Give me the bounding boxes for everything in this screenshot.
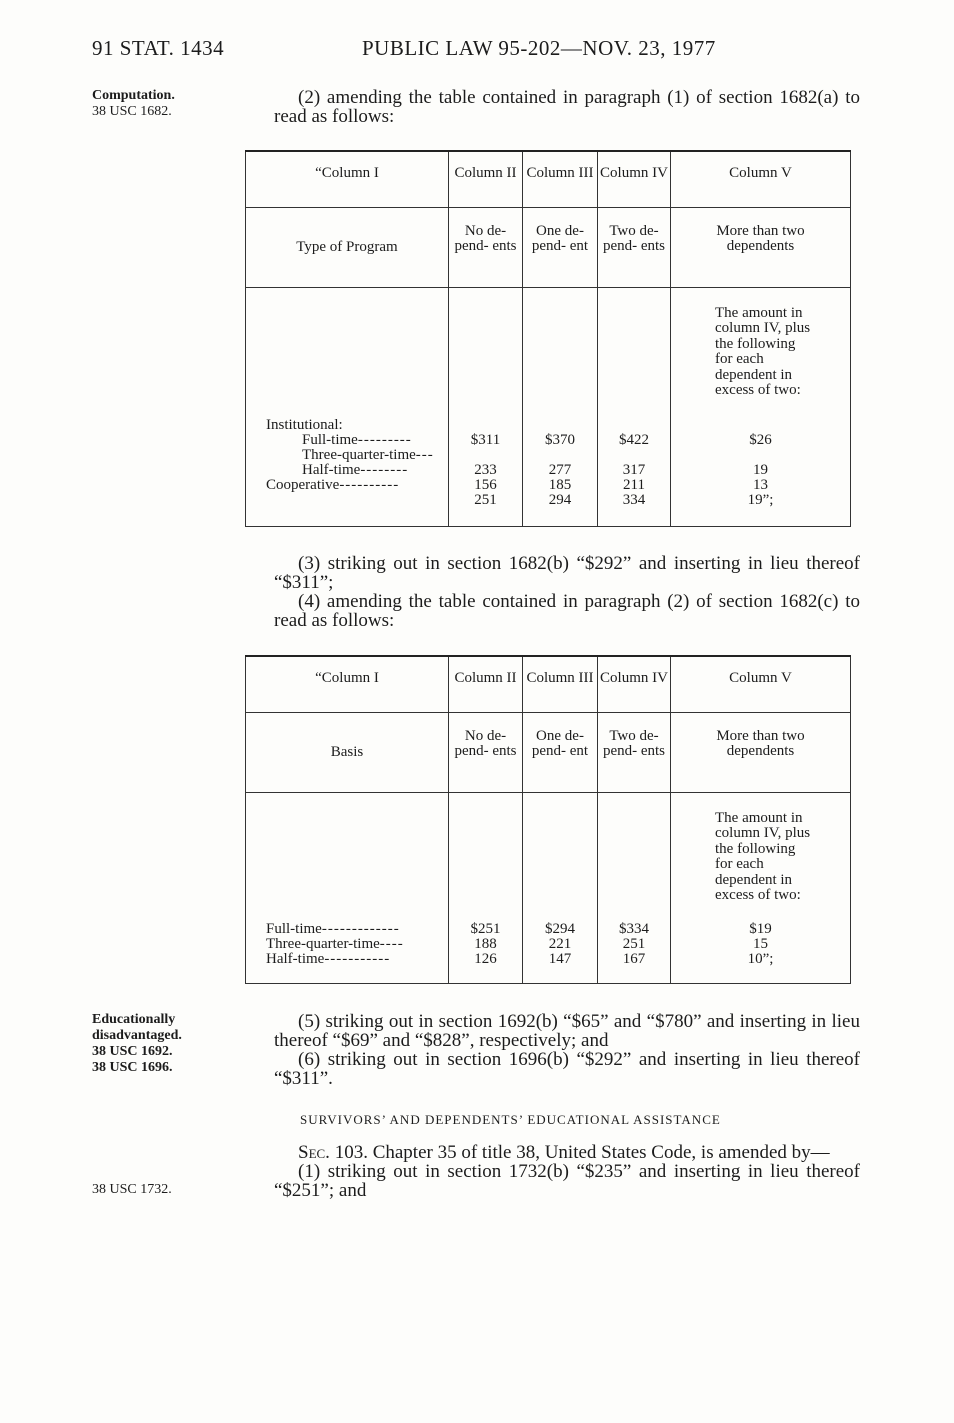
col-iv-values (598, 287, 671, 526)
margin-note-educationally-disadvantaged (92, 1012, 182, 1076)
paragraphs-5-6 (274, 1012, 860, 1088)
group-label: Institutional: (266, 416, 343, 433)
row-label: Full-time------------- (266, 920, 400, 937)
paragraph-2 (274, 88, 860, 126)
table-cell: 188 (474, 935, 497, 952)
margin-note-line: 38 USC 1682. (92, 104, 172, 119)
paragraphs-3-4 (274, 554, 860, 630)
sub-header: One de- pend- ent (523, 207, 598, 287)
row-labels (246, 792, 449, 983)
sub-header: No de- pend- ents (449, 207, 523, 287)
paragraph-text: (5) striking out in section 1692(b) “$65” and “$780” and inserting in lieu thereof “$69” and “$828”, respectively; and (274, 1011, 860, 1051)
table-cell: 251 (474, 491, 497, 508)
paragraph-text: (4) amending the table contained in paragraph (2) of section 1682(c) to read as follows: (274, 591, 860, 631)
paragraph-text: (3) striking out in section 1682(b) “$292” and inserting in lieu thereof “$311”; (274, 553, 860, 593)
section-heading: SURVIVORS’ AND DEPENDENTS’ EDUCATIONAL ASSISTANCE (300, 1112, 721, 1127)
page-running-title: PUBLIC LAW 95-202—NOV. 23, 1977 (362, 36, 716, 60)
col-header: Column III (523, 656, 598, 712)
table-cell: 221 (548, 935, 572, 952)
table-cell: 185 (548, 476, 572, 493)
row-label: Cooperative---------- (266, 476, 400, 493)
col-header: Column II (449, 656, 523, 712)
col-header: “Column I (246, 656, 449, 712)
table-cell: 277 (548, 461, 572, 478)
col-header: “Column I (246, 151, 449, 207)
row-label: Full-time--------- (302, 431, 412, 448)
table-cell: 167 (622, 950, 646, 967)
page-stat-citation: 91 STAT. 1434 (92, 36, 225, 60)
row-label: Half-time-------- (302, 461, 409, 478)
table-cell: 294 (548, 491, 572, 508)
table-cell: 156 (474, 476, 497, 493)
table-cell: 211 (623, 476, 645, 493)
sub-header: More than two dependents (671, 207, 851, 287)
column-v-note: The amount in column IV, plus the following for each dependent in excess of two: (715, 809, 811, 903)
table-cell: $294 (545, 920, 575, 937)
table-cell: 147 (548, 950, 572, 967)
table-cell: $251 (470, 920, 501, 937)
margin-note-line: 38 USC 1696. (92, 1060, 173, 1075)
col-v-values (671, 287, 851, 526)
paragraph-text: (6) striking out in section 1696(b) “$292” and inserting in lieu thereof “$311”. (274, 1049, 860, 1089)
sub-header: No de- pend- ents (449, 712, 523, 792)
col-iii-values (523, 287, 598, 526)
sub-header: More than two dependents (671, 712, 851, 792)
col-iv-values (598, 792, 671, 983)
col-header: Column III (523, 151, 598, 207)
table-cell: $311 (470, 431, 501, 448)
rate-table-institutional (245, 150, 851, 527)
col-header: Column II (449, 151, 523, 207)
sub-header: Two de- pend- ents (598, 712, 671, 792)
section-label: Sec. (298, 1142, 330, 1163)
table-cell: 334 (622, 491, 646, 508)
table-cell: 19”; (747, 491, 774, 508)
column-v-note: The amount in column IV, plus the following for each dependent in excess of two: (715, 304, 811, 398)
table-cell: $19 (749, 920, 772, 937)
row-label: Three-quarter-time---- (266, 935, 404, 952)
table-cell: $422 (619, 431, 649, 448)
col-header: Column IV (598, 151, 671, 207)
row-label: Three-quarter-time--- (302, 446, 434, 463)
col-header: Column IV (598, 656, 671, 712)
sub-header: Two de- pend- ents (598, 207, 671, 287)
paragraph-text: (1) striking out in section 1732(b) “$235” and inserting in lieu thereof “$251”; and (274, 1161, 860, 1201)
table-cell: 10”; (747, 950, 774, 967)
sub-header: Type of Program (246, 207, 449, 287)
section-103 (274, 1143, 860, 1200)
paragraph-text: 103. Chapter 35 of title 38, United States Code, is amended by— (334, 1142, 830, 1163)
table-cell: 15 (753, 935, 768, 952)
row-label: Half-time----------- (266, 950, 391, 967)
section-103-intro (274, 1143, 860, 1162)
rate-table-cooperative-basis (245, 655, 851, 984)
margin-note-line: Educationally (92, 1012, 176, 1027)
table-cell: $334 (619, 920, 649, 937)
sub-header: Basis (246, 712, 449, 792)
col-iii-values (523, 792, 598, 983)
table-cell: 13 (753, 476, 768, 493)
margin-note-1732: 38 USC 1732. (92, 1182, 172, 1197)
margin-note-line: 38 USC 1692. (92, 1044, 173, 1059)
table-cell: 19 (753, 461, 768, 478)
margin-note-computation (92, 88, 175, 120)
table-cell: 251 (622, 935, 646, 952)
sub-header: One de- pend- ent (523, 712, 598, 792)
col-ii-values (449, 287, 523, 526)
margin-note-line: disadvantaged. (92, 1028, 182, 1043)
margin-note-line: Computation. (92, 88, 175, 103)
col-v-values (671, 792, 851, 983)
table-cell: $370 (545, 431, 575, 448)
row-labels (246, 287, 449, 526)
col-header: Column V (671, 656, 851, 712)
paragraph-text: (2) amending the table contained in paragraph (1) of section 1682(a) to read as follows: (274, 87, 860, 127)
col-header: Column V (671, 151, 851, 207)
table-cell: 317 (622, 461, 646, 478)
table-cell: 233 (474, 461, 497, 478)
table-cell: $26 (749, 431, 772, 448)
col-ii-values (449, 792, 523, 983)
table-cell: 126 (474, 950, 497, 967)
